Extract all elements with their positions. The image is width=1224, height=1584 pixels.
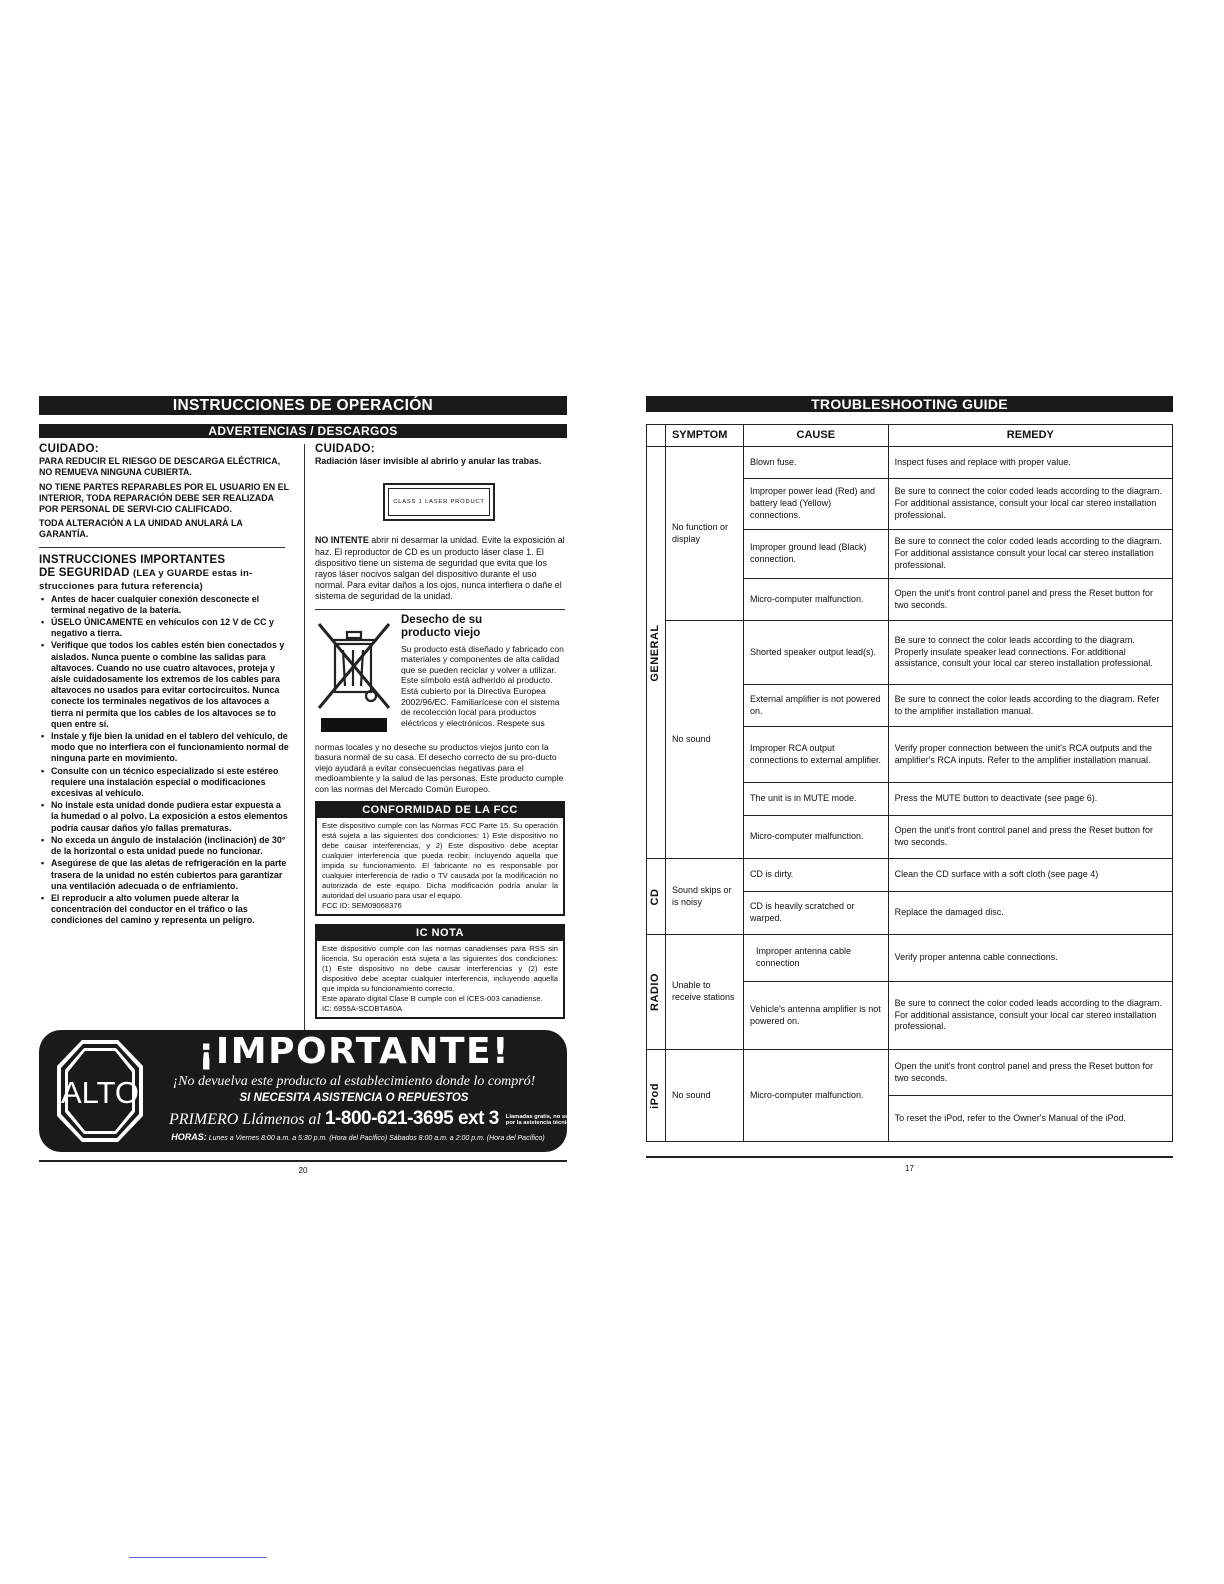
troubleshooting-table (646, 424, 1173, 1142)
cause-cell: Micro-computer malfunction. (743, 816, 888, 859)
table-row (647, 859, 1173, 892)
table-row (647, 935, 1173, 982)
cause-cell: The unit is in MUTE mode. (743, 783, 888, 816)
important-banner (39, 1030, 586, 1152)
warning-paragraph: NO TIENE PARTES REPARABLES POR EL USUARIO EN EL INTERIOR, TODA REPARACIÓN DEBE SER REALIZADA POR PERSONAL DE SERVI-CIO CALIFICADO. (39, 481, 289, 515)
list-item: • No exceda un ángulo de instalación (inclinación) de 30° de la horizontal o esta unidad puede no funcionar. (39, 835, 289, 857)
list-item: • Asegúrese de que las aletas de refrigeración en la parte trasera de la unidad no estén cubiertos para garantizar una ventilación adecuada o de enfriamiento. (39, 858, 289, 892)
safety-heading (39, 554, 289, 593)
laser-column (315, 444, 565, 1019)
remedy-cell: Verify proper antenna cable connections. (888, 935, 1172, 982)
ic-paragraph-2: Este aparato digital Clase B cumple con el ICES-003 canadiense. (322, 993, 543, 1003)
category-label: GENERAL (649, 623, 662, 682)
call-first-text: PRIMERO Llámenos al (169, 1111, 321, 1128)
footer-rule (39, 1160, 567, 1162)
safety-heading-note: (LEA y GUARDE estas in-strucciones para futura referencia) (39, 567, 253, 592)
laser-text: abrir ni desarmar la unidad. Evite la exposición al haz. El reproductor de CD es un producto láser clase 1. El dispositivo tiene un sistema de seguridad que evita que los rayos láser nocivos salgan del dispositivo durante el uso normal. Para evitar daños a los ojos, nunca interfiera o dañe el sistema de seguridad de la unidad. (315, 535, 565, 602)
troubleshooting-title: TROUBLESHOOTING GUIDE (646, 396, 1173, 412)
ic-box (315, 924, 565, 1019)
remedy-cell: Open the unit's front control panel and press the Reset button for two seconds. (888, 1050, 1172, 1096)
cause-cell: CD is dirty. (743, 859, 888, 892)
table-row (647, 447, 1173, 479)
laser-label-box (383, 483, 495, 521)
remedy-cell: Be sure to connect the color leads according to the diagram. Refer to the amplifier installation manual. (888, 685, 1172, 727)
underline-mark (129, 1557, 267, 1558)
remedy-cell: Be sure to connect the color leads according to the diagram. Properly insulate speaker lead connections. For additional assistance, consult your local car stereo installation professional. (888, 621, 1172, 685)
fcc-heading: CONFORMIDAD DE LA FCC (317, 803, 563, 818)
remedy-cell: Open the unit's front control panel and press the Reset button for two seconds. (888, 579, 1172, 621)
list-item: • Antes de hacer cualquier conexión desconecte el terminal negativo de la batería. (39, 594, 289, 616)
category-label: RADIO (649, 973, 662, 1011)
ic-paragraph: Este dispositivo cumple con las normas canadienses para RSS sin licencia. Su operación está sujeta a las siguientes dos condiciones: (1) Este dispositivo no debe causar interferencias y (2) este dispositivo debe aceptar cualquier interferencia, incluyendo aquella que impida su funcionamiento correcto. (322, 943, 558, 993)
remedy-cell: Replace the damaged disc. (888, 892, 1172, 935)
safety-list (39, 594, 289, 927)
cause-cell: Improper ground lead (Black) connection. (743, 530, 888, 579)
remedy-cell: Be sure to connect the color coded leads according to the diagram. For additional assistance, consult your local car stereo installation professional. (888, 479, 1172, 530)
hours-label: HORAS: (171, 1132, 207, 1142)
list-item: • No instale esta unidad donde pudiera estar expuesta a la humedad o al polvo. La exposición a estos elementos podría causar daños y/o fallas prematuras. (39, 800, 289, 834)
warning-paragraph: PARA REDUCIR EL RIESGO DE DESCARGA ELÉCTRICA, NO REMUEVA NINGUNA CUBIERTA. (39, 456, 281, 478)
laser-label: CLASS 1 LASER PRODUCT (388, 488, 490, 516)
laser-paragraph (315, 535, 565, 602)
crossed-bin-icon (315, 614, 393, 734)
cuidado-heading: CUIDADO: (315, 443, 375, 455)
category-label: iPod (649, 1082, 662, 1109)
cause-cell: Improper RCA output connections to external amplifier. (743, 727, 888, 783)
symptom-cell: No sound (665, 1050, 743, 1142)
cause-cell: External amplifier is not powered on. (743, 685, 888, 727)
disposal-block (315, 614, 565, 742)
call-line (169, 1108, 586, 1130)
header-blank (647, 425, 666, 447)
cause-cell: Shorted speaker output lead(s). (743, 621, 888, 685)
hours-line (149, 1132, 567, 1142)
disposal-text-continued: normas locales y no deseche su productos viejos junto con la basura normal de su casa. El desecho correcto de su pro-ducto viejo ayudará a evitar consecuencias negativas para el medioambiente y la salud de las personas. Este producto cumple con las normas del Mercado Común Europeo. (315, 741, 564, 794)
cause-cell: Micro-computer malfunction. (743, 579, 888, 621)
warning-paragraph: TODA ALTERACIÓN A LA UNIDAD ANULARÁ LA GARANTÍA. (39, 518, 243, 540)
table-header-row (647, 425, 1173, 447)
divider (39, 547, 285, 548)
remedy-cell: Inspect fuses and replace with proper value. (888, 447, 1172, 479)
right-page (646, 396, 1173, 1176)
assistance-line: SI NECESITA ASISTENCIA O REPUESTOS (239, 1092, 469, 1104)
remedy-cell: To reset the iPod, refer to the Owner's Manual of the iPod. (888, 1096, 1172, 1142)
category-ipod (647, 1050, 666, 1142)
disposal-title-line1: Desecho de su (401, 613, 483, 626)
safety-heading-line2: DE SEGURIDAD (39, 566, 130, 579)
stop-sign-text: ALTO (60, 1075, 140, 1110)
category-general (647, 447, 666, 859)
important-headline: ¡IMPORTANTE! (197, 1031, 511, 1072)
warnings-column (39, 444, 289, 928)
cuidado-heading: CUIDADO: (39, 443, 99, 455)
cause-cell: Improper antenna cable connection (743, 935, 888, 982)
remedy-cell: Be sure to connect the color coded leads according to the diagram. For additional assistance, consult your local car stereo installation professional. (888, 982, 1172, 1050)
column-divider (304, 444, 305, 1042)
phone-number: 1-800-621-3695 ext 3 (324, 1108, 499, 1129)
ic-heading: IC NOTA (317, 926, 563, 941)
list-item: • ÚSELO ÚNICAMENTE en vehículos con 12 V de CC y negativo a tierra. (39, 617, 289, 639)
category-radio (647, 935, 666, 1050)
stop-sign-icon (55, 1038, 145, 1144)
list-item: • El reproducir a alto volumen puede alterar la concentración del conductor en el tráfico o las condiciones del camino y representa un peligro. (39, 893, 289, 927)
list-item: • Verifique que todos los cables estén bien conectados y aislados. Nunca puente o combine las salidas para altavoces. Cuando no use cuatro altavoces, proteja y aísle cuidadosamente los extremos de los cables para altavoces no usados para evitar cortocircuitos. Nunca conecte los terminales negativos de los altavoces a tierra ni permita que los cables de los altavoces se to quen entre sí. (39, 640, 289, 730)
ic-text (317, 941, 563, 1017)
left-page (39, 396, 586, 1176)
remedy-cell: Open the unit's front control panel and press the Reset button for two seconds. (888, 816, 1172, 859)
header-cause: CAUSE (743, 425, 888, 447)
cause-cell: Improper power lead (Red) and battery lead (Yellow) connections. (743, 479, 888, 530)
safety-heading-line1: INSTRUCCIONES IMPORTANTES (39, 553, 226, 566)
no-return-notice: ¡No devuelva este producto al establecimiento donde lo compró! (172, 1074, 536, 1089)
table-row (647, 1050, 1173, 1096)
footer-rule (646, 1156, 1173, 1158)
remedy-cell: Press the MUTE button to deactivate (see page 6). (888, 783, 1172, 816)
ic-id: IC: 6955A-SCDBTA60A (322, 1003, 403, 1013)
remedy-cell: Be sure to connect the color coded leads according to the diagram. For additional assistance consult your local car stereo installation professional. (888, 530, 1172, 579)
free-call-note-2: por la asistencia técnica (505, 1120, 573, 1127)
page-number: 20 (298, 1166, 308, 1175)
header-symptom: SYMPTOM (665, 425, 743, 447)
hours-text: Lunes a Viernes 8:00 a.m. a 5:30 p.m. (Hora del Pacífico) Sábados 8:00 a.m. a 2:00 p.m. (Hora del Pacífico) (208, 1135, 545, 1142)
category-cd (647, 859, 666, 935)
symptom-cell: Unable to receive stations (665, 935, 743, 1050)
list-item: • Consulte con un técnico especializado si este estéreo requiere una instalación especial o modificaciones excesivas al vehículo. (39, 766, 289, 800)
list-item: • Instale y fije bien la unidad en el tablero del vehículo, de modo que no interfiera con el funcionamiento normal de ninguna parte en movimiento. (39, 731, 289, 765)
disposal-title-line2: producto viejo (401, 626, 481, 639)
divider (315, 609, 565, 610)
symptom-cell: Sound skips or is noisy (665, 859, 743, 935)
fcc-paragraph: Este dispositivo cumple con las Normas FCC Parte 15. Su operación está sujeta a las siguientes dos condiciones: 1) Este dispositivo no debe causar interferencias, y 2) Este dispositivo debe aceptar cualquier interferencia que pueda recibir, incluyendo aquella que impida su funcionamiento. El fabricante no es responsable por cualquier interferencia de radio o TV causada por la modificación no autorizada de este equipo. Dicha modificación podría anular la autoridad del usuario para usar el equipo. (322, 820, 558, 900)
cause-cell: Micro-computer malfunction. (743, 1050, 888, 1142)
free-call-note-1: Llamadas gratis, no se cobra (505, 1113, 586, 1120)
header-remedy: REMEDY (888, 425, 1172, 447)
cause-cell: CD is heavily scratched or warped. (743, 892, 888, 935)
fcc-text (317, 818, 563, 914)
laser-warning: Radiación láser invisible al abrirlo y anular las trabas. (315, 456, 542, 467)
section-title: ADVERTENCIAS / DESCARGOS (39, 424, 567, 438)
page-number: 17 (905, 1164, 914, 1173)
free-call-note (506, 1114, 586, 1127)
no-intente: NO INTENTE (315, 535, 369, 546)
cause-cell: Blown fuse. (743, 447, 888, 479)
table-row (647, 621, 1173, 685)
disposal-text: Su producto está diseñado y fabricado con materiales y componentes de alta calidad que se pueden reciclar y volver a utilizar. Este símbolo está adherido al producto. Está cubierto por la Directiva Europea 2002/96/EC. Familiarícese con el sistema de recolección local para productos eléctricos y electrónicos. Respete sus (401, 643, 564, 728)
cause-cell: Vehicle's antenna amplifier is not powered on. (743, 982, 888, 1050)
symptom-cell: No function or display (665, 447, 743, 621)
page-title: INSTRUCCIONES DE OPERACIÓN (39, 396, 567, 415)
disposal-title (401, 614, 482, 640)
symptom-cell: No sound (665, 621, 743, 859)
fcc-box (315, 801, 565, 916)
remedy-cell: Clean the CD surface with a soft cloth (see page 4) (888, 859, 1172, 892)
fcc-id: FCC ID: SEM09068376 (322, 900, 402, 910)
category-label: CD (649, 888, 662, 905)
remedy-cell: Verify proper connection between the unit's RCA outputs and the amplifier's RCA inputs. Refer to the amplifier installation manual. (888, 727, 1172, 783)
